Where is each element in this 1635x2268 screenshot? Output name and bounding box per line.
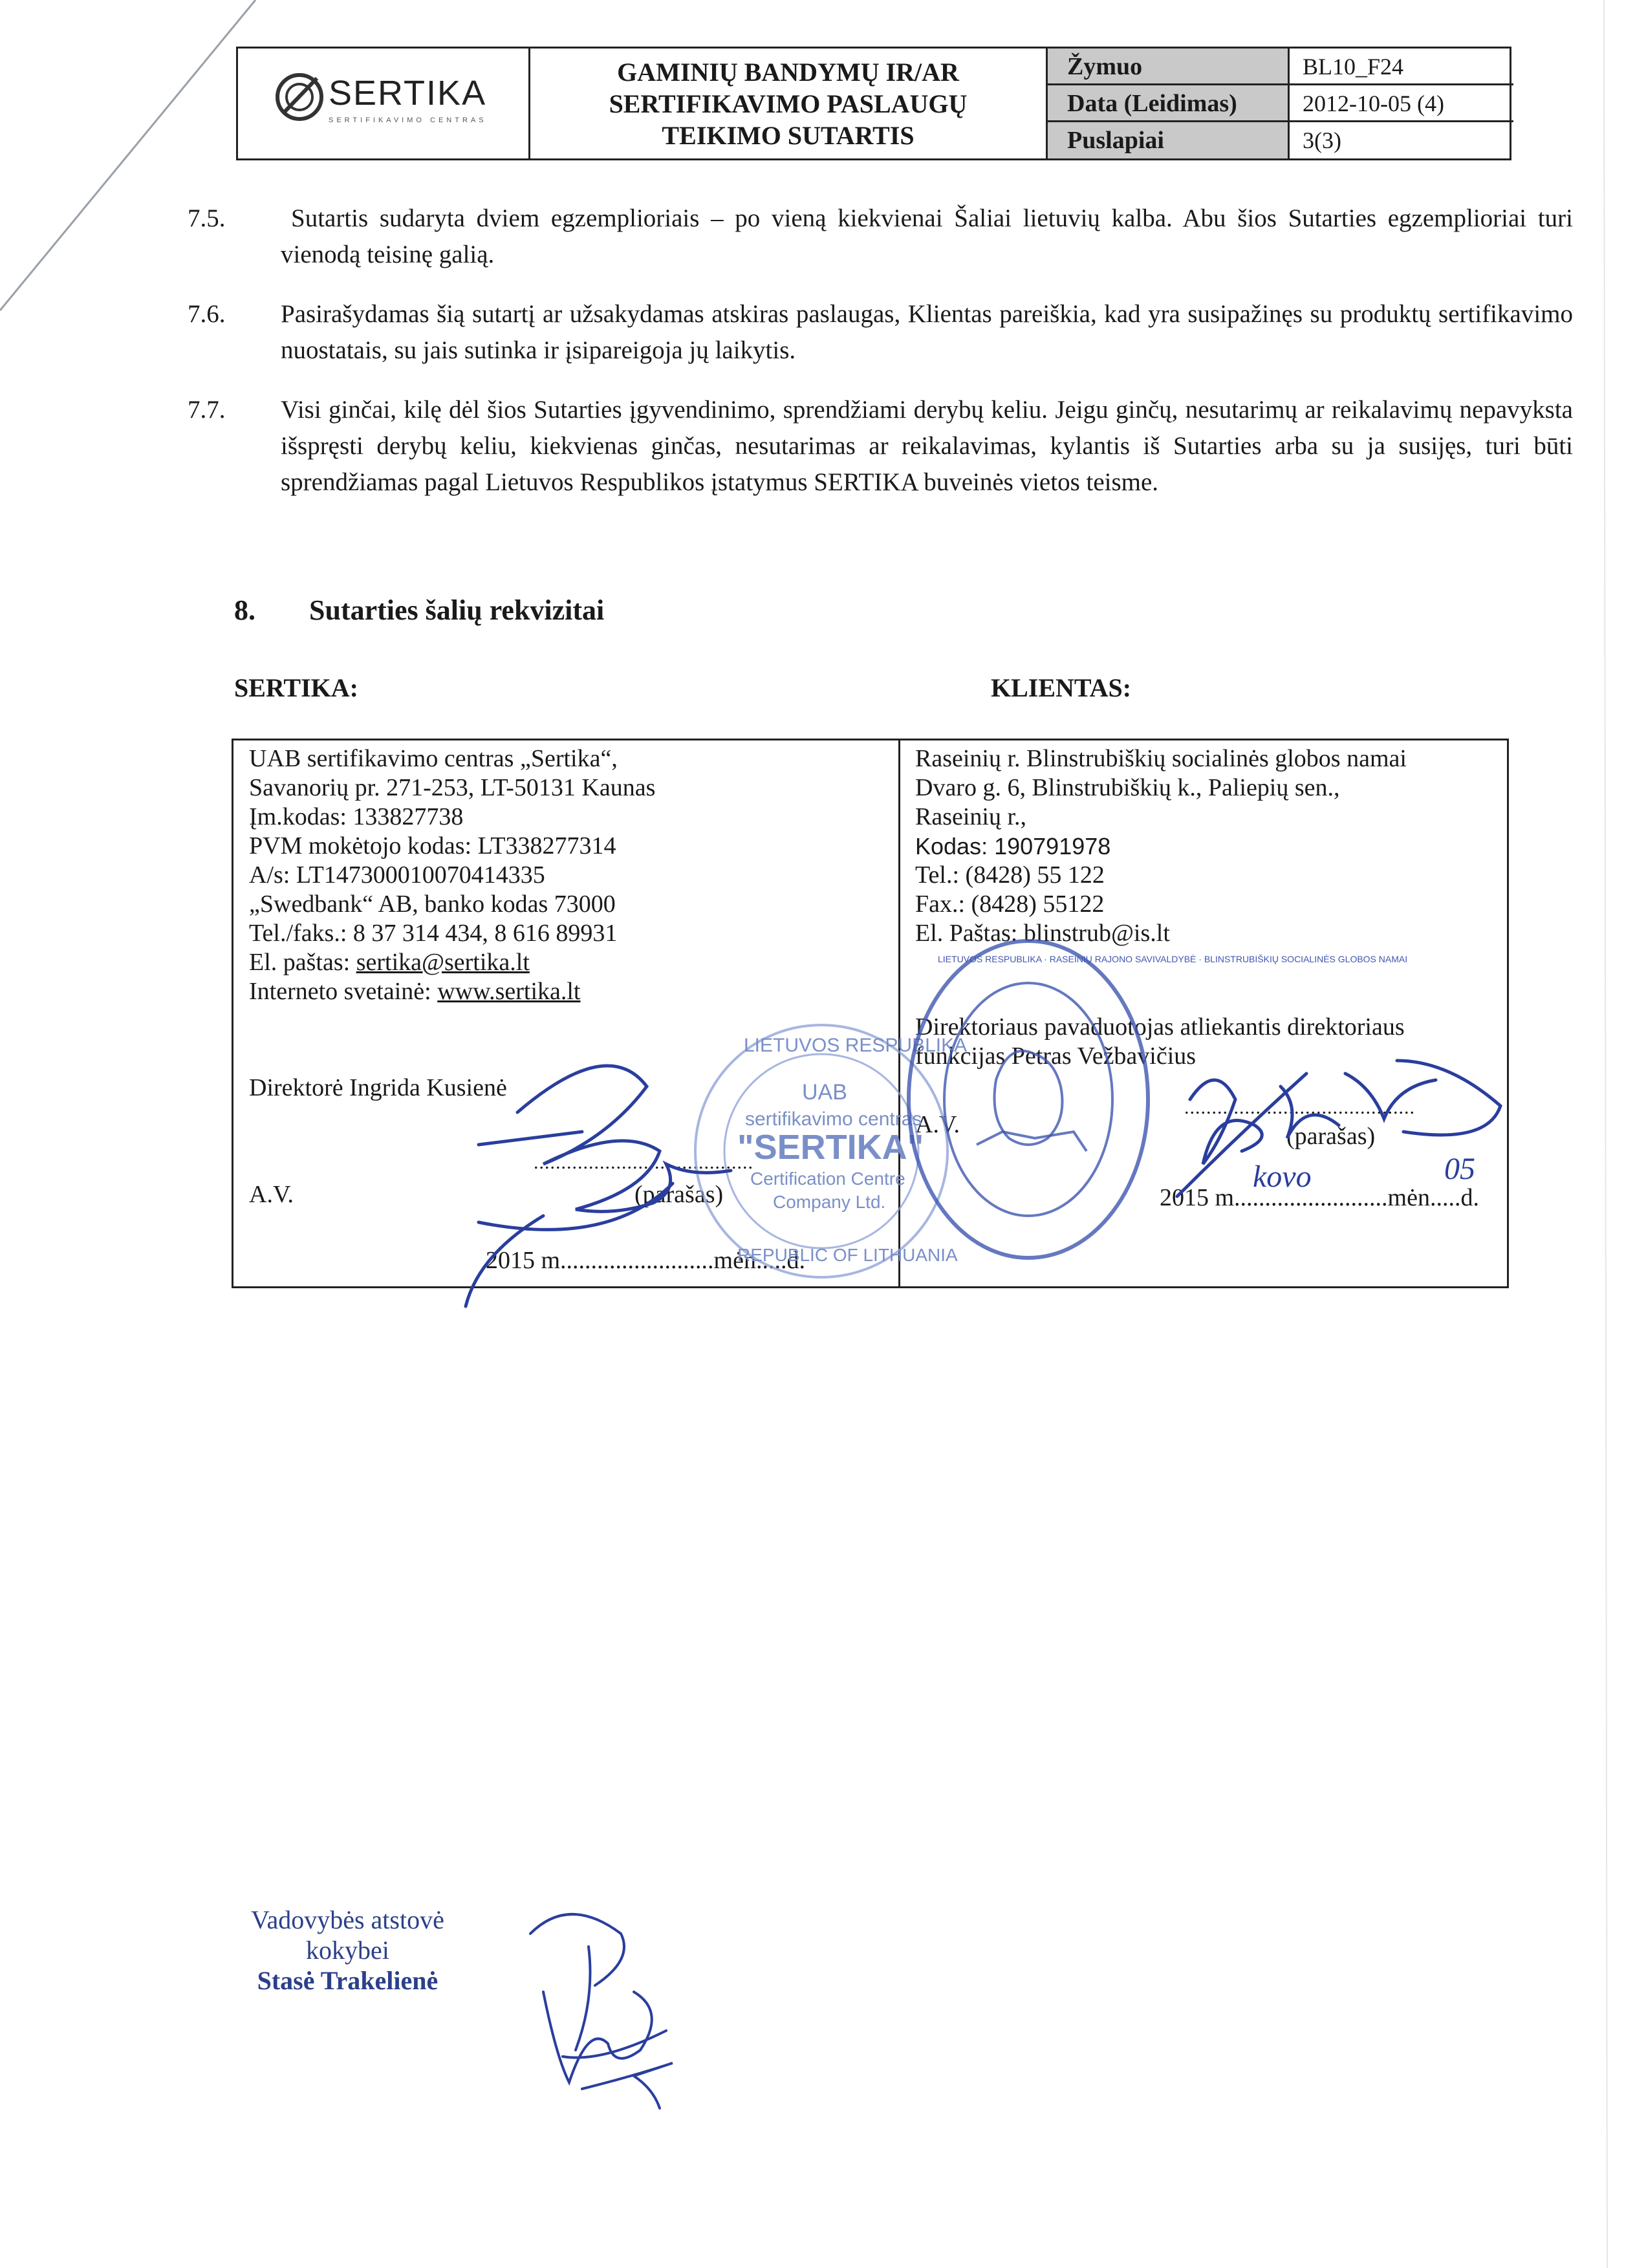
sertika-director: Direktorė Ingrida Kusienė <box>249 1074 507 1101</box>
clause-text: Sutartis sudaryta dviem egzemplioriais – po vieną kiekvienai Šaliai lietuvių kalba. Abu šios Sutarties egzemplioriai turi vienodą teisinę galią. <box>281 204 1573 268</box>
client-director-line-2: funkcijas Petras Vežbavičius <box>915 1042 1196 1070</box>
sertika-name: UAB sertifikavimo centras „Sertika“, <box>249 745 618 772</box>
sertika-vat-code: PVM mokėtojo kodas: LT338277314 <box>249 832 616 859</box>
sertika-bank-account: A/s: LT147300010070414335 <box>249 861 545 889</box>
quality-rep-title: Vadovybės atstovė <box>251 1905 444 1934</box>
client-phone: Tel.: (8428) 55 122 <box>915 861 1105 889</box>
sertika-director-signature <box>453 1009 802 1313</box>
clause-7-5 <box>188 200 1573 273</box>
sertika-logo-icon <box>270 68 329 126</box>
clause-text: Pasirašydamas šią sutartį ar užsakydamas atskiras paslaugas, Klientas pareiškia, kad yra susipažinęs su produktų sertifikavimo nuostatais, su jais sutinka ir įsipareigoja jų laikytis. <box>281 300 1573 364</box>
clause-number: 7.6. <box>188 300 226 328</box>
meta-label-marker: Žymuo <box>1048 49 1290 85</box>
section-title: Sutarties šalių rekvizitai <box>309 594 605 626</box>
client-name: Raseinių r. Blinstrubiškių socialinės globos namai <box>915 745 1407 772</box>
clause-number: 7.7. <box>188 396 226 424</box>
stamp-center-5: Company Ltd. <box>773 1192 886 1212</box>
sertika-web-row <box>249 977 580 1006</box>
client-av: A.V. <box>915 1111 960 1138</box>
sertika-av: A.V. <box>249 1181 294 1208</box>
client-handwritten-day: 05 <box>1444 1152 1475 1186</box>
sertika-address: Savanorių pr. 271-253, LT-50131 Kaunas <box>249 774 656 801</box>
stamp-center-2: sertifikavimo centras <box>745 1108 922 1130</box>
document-title-text: GAMINIŲ BANDYMŲ IR/AR SERTIFIKAVIMO PASLAUGŲ TEIKIMO SUTARTIS <box>609 57 968 150</box>
client-director-signature <box>1151 1048 1526 1216</box>
meta-value-pages: 3(3) <box>1303 127 1341 153</box>
quality-rep-subtitle: kokybei <box>305 1936 389 1965</box>
sertika-date-line: 2015 m.........................mėn.....d. <box>486 1247 805 1274</box>
meta-label-pages: Puslapiai <box>1048 122 1290 158</box>
stamp-center-1: UAB <box>802 1080 847 1105</box>
party-label-klientas: KLIENTAS: <box>991 673 1132 702</box>
quality-rep-signature <box>492 1895 686 2108</box>
quality-representative-block <box>251 1905 444 1996</box>
sertika-phone: Tel./faks.: 8 37 314 434, 8 616 89931 <box>249 920 618 947</box>
quality-rep-name: Stasė Trakelienė <box>257 1966 439 1995</box>
client-signature-label: (parašas) <box>1286 1123 1376 1150</box>
clause-number: 7.5. <box>188 204 226 232</box>
client-date-line: 2015 m.........................mėn.....d. <box>1160 1184 1479 1211</box>
sertika-bank: „Swedbank“ AB, banko kodas 73000 <box>249 891 616 918</box>
sertika-signature-dots: ........................................ <box>534 1152 753 1173</box>
client-director-line-1: Direktoriaus pavaduotojas atliekantis direktoriaus <box>915 1013 1405 1041</box>
stamp-center-4: Certification Centre <box>750 1169 905 1189</box>
stamp-top-text: LIETUVOS RESPUBLIKA <box>744 1035 968 1056</box>
sertika-company-code: Įm.kodas: 133827738 <box>249 803 464 830</box>
logo-wordmark: SERTIKA <box>329 74 487 113</box>
stamp-center-3: "SERTIKA" <box>737 1128 924 1167</box>
party-label-sertika: SERTIKA: <box>234 673 358 702</box>
client-address: Dvaro g. 6, Blinstrubiškių k., Paliepių sen., <box>915 774 1340 801</box>
client-fax: Fax.: (8428) 55122 <box>915 891 1105 918</box>
logo-tagline: SERTIFIKAVIMO CENTRAS <box>329 116 487 124</box>
sertika-web-label: Interneto svetainė: <box>249 978 431 1005</box>
document-header-table <box>236 47 1511 160</box>
section-number: 8. <box>234 594 255 626</box>
clause-7-6 <box>188 296 1573 369</box>
sertika-email-row <box>249 948 530 977</box>
client-company-code: Kodas: 190791978 <box>915 833 1111 859</box>
meta-value-issue-date: 2012-10-05 (4) <box>1290 85 1513 122</box>
clause-text: Visi ginčai, kilę dėl šios Sutarties įgyvendinimo, sprendžiami derybų keliu. Jeigu ginčų, nesutarimų ar reikalavimų nepavyksta išspręsti derybų keliu, kiekvienas ginčas, nesutarimas ar reikalavimas, kylantis iš Sutarties arba su ja susijęs, turi būti sprendžiamas pagal Lietuvos Respublikos įstatymus SERTIKA buveinės vietos teisme. <box>281 396 1573 496</box>
sertika-signature-label: (parašas) <box>634 1181 724 1208</box>
client-handwritten-month: kovo <box>1253 1160 1312 1194</box>
client-stamp-ring-text: LIETUVOS RESPUBLIKA · RASEINIŲ RAJONO SAVIVALDYBĖ · BLINSTRUBIŠKIŲ SOCIALINĖS GLOBOS NAMAI <box>938 954 1408 964</box>
document-title <box>530 49 1048 158</box>
client-email: El. Paštas: blinstrub@is.lt <box>915 920 1170 947</box>
sertika-email-link[interactable]: sertika@sertika.lt <box>356 949 530 976</box>
meta-value-marker: BL10_F24 <box>1290 49 1513 85</box>
stamp-bottom-text: REPUBLIC OF LITHUANIA <box>737 1245 958 1265</box>
logo-cell <box>238 49 530 158</box>
meta-label-issue-date: Data (Leidimas) <box>1048 85 1290 122</box>
client-district: Raseinių r., <box>915 803 1027 830</box>
clause-7-7 <box>188 392 1573 501</box>
sertika-email-label: El. paštas: <box>249 949 351 976</box>
client-signature-dots: .......................................... <box>1184 1097 1415 1118</box>
sertika-web-link[interactable]: www.sertika.lt <box>437 978 581 1005</box>
